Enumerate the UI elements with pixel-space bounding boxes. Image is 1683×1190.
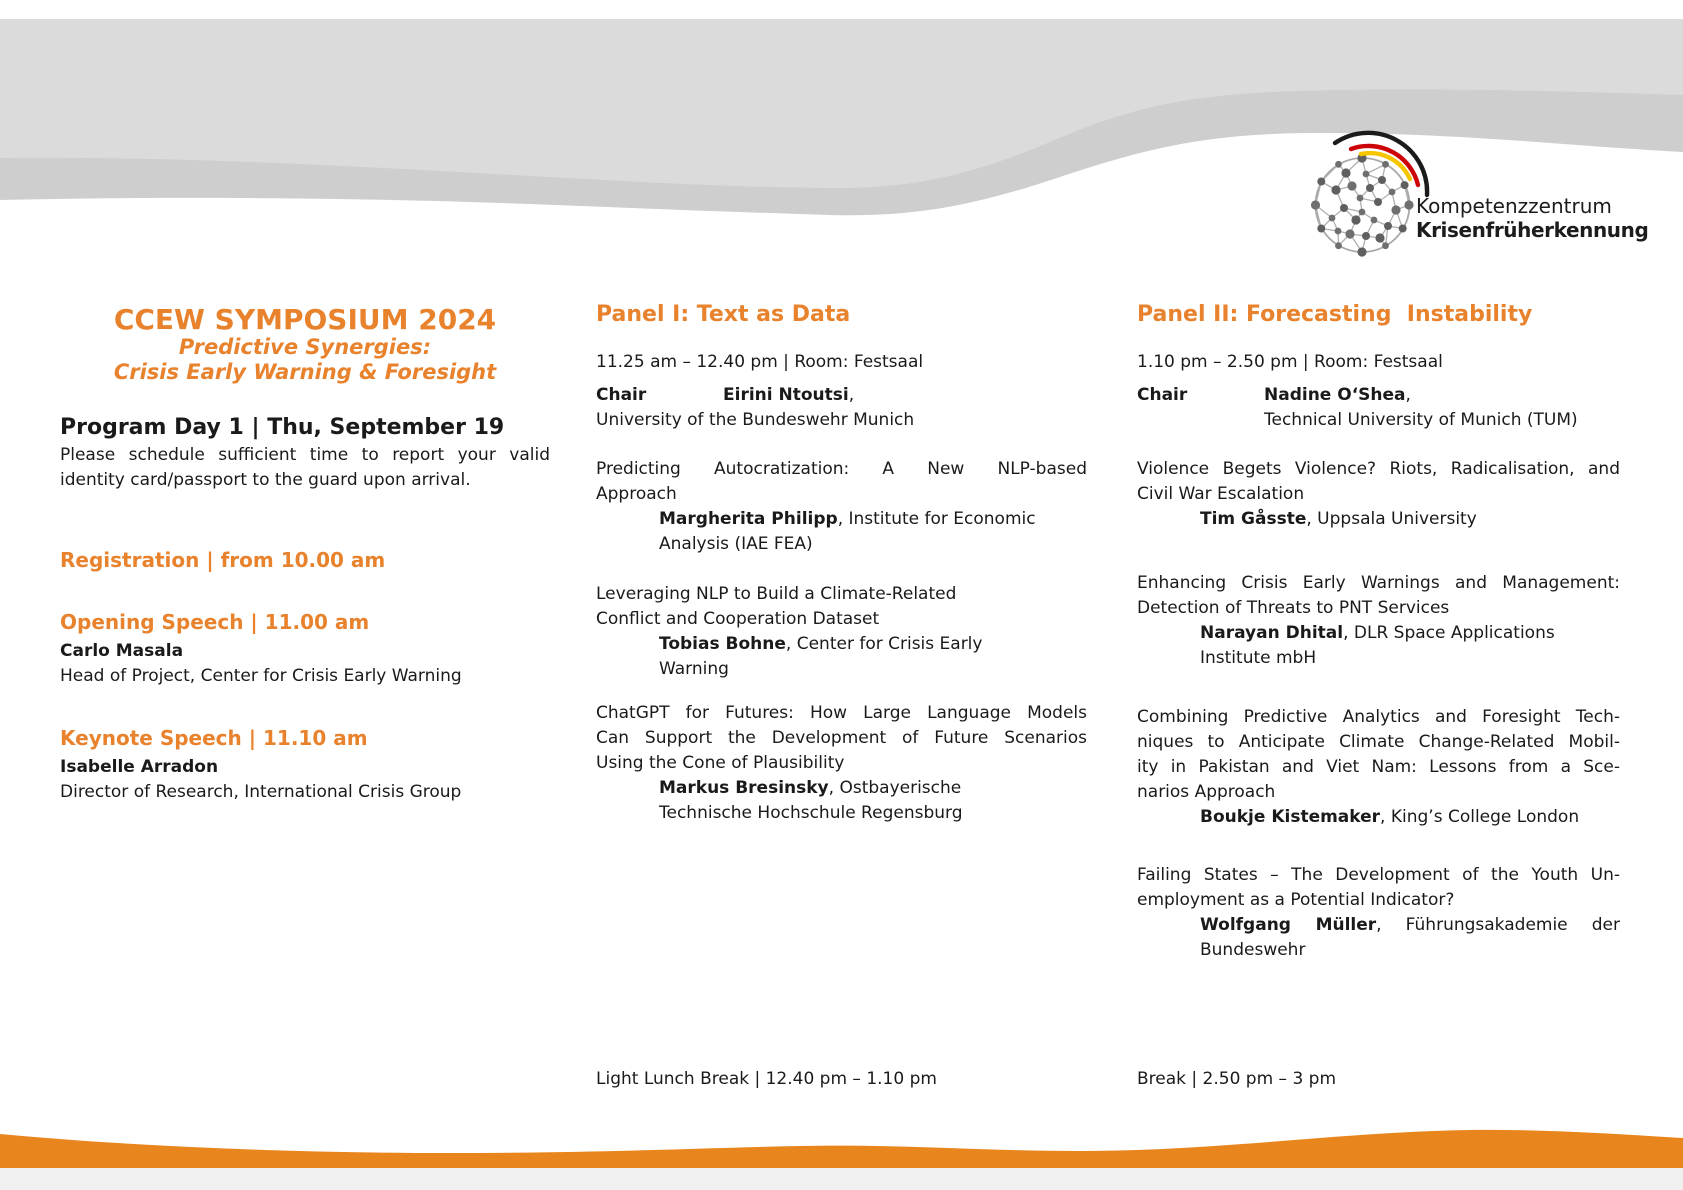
talk-title-line: narios Approach <box>1137 782 1276 802</box>
talk-speaker-block <box>1200 913 1620 963</box>
panel-title: Panel I: Text as Data <box>596 302 851 327</box>
logo-line-1: Kompetenzzentrum <box>1416 194 1612 218</box>
talk-title-line: niques to Anticipate Climate Change-Related Mobil- <box>1137 732 1620 752</box>
symposium-subtitle-line-2: Crisis Early Warning & Foresight <box>113 360 497 384</box>
speaker-affiliation: , Institute for Economic <box>837 509 1036 529</box>
talk-title-line: Enhancing Crisis Early Warnings and Management: <box>1137 573 1620 593</box>
panel-title: Panel II: Forecasting Instability <box>1137 302 1533 327</box>
speaker-affiliation: , Führungsakademie der <box>1376 915 1620 935</box>
event-heading: Opening Speech | 11.00 am <box>60 610 370 634</box>
talk-entry <box>1137 457 1620 532</box>
ccew-logo <box>1308 128 1653 268</box>
chair-row <box>1137 383 1620 433</box>
talk-entry <box>1137 571 1620 671</box>
event-speaker-role: Head of Project, Center for Crisis Early Warning <box>60 666 462 686</box>
speaker-affiliation-line: Warning <box>659 659 729 679</box>
speaker-affiliation-line: Analysis (IAE FEA) <box>659 534 813 554</box>
chair-name-line <box>723 383 854 408</box>
speaker-name: Markus Bresinsky <box>659 778 829 798</box>
talk-entry <box>596 701 1087 826</box>
event-speaker-role: Director of Research, International Crisis Group <box>60 782 462 802</box>
arrival-note-line-1: Please schedule sufficient time to report your valid <box>60 445 550 465</box>
speaker-affiliation-line: Technische Hochschule Regensburg <box>659 803 963 823</box>
talk-entry <box>596 582 1087 682</box>
talk-title-line: Leveraging NLP to Build a Climate-Related <box>596 584 957 604</box>
speaker-affiliation: , King’s College London <box>1380 807 1580 827</box>
talk-speaker-block <box>1200 507 1620 532</box>
talk-entry <box>1137 863 1620 963</box>
page-bottom-strip <box>0 1168 1683 1190</box>
logo-line-2: Krisenfrüherkennung <box>1416 218 1649 242</box>
chair-name-line <box>1264 383 1578 408</box>
talk-title-line: Using the Cone of Plausibility <box>596 753 845 773</box>
afternoon-break-label: Break | 2.50 pm – 3 pm <box>1137 1069 1337 1089</box>
chair-label: Chair <box>1137 385 1188 405</box>
speaker-name: Wolfgang Müller <box>1200 915 1377 935</box>
talk-speaker-line <box>1200 621 1620 646</box>
talk-title-line: Violence Begets Violence? Riots, Radicalisation, and <box>1137 459 1620 479</box>
talk-title-line: Failing States – The Development of the Youth Un- <box>1137 865 1620 885</box>
chair-name-suffix: , <box>1405 385 1411 405</box>
talk-title-line: Civil War Escalation <box>1137 484 1305 504</box>
speaker-affiliation-line: Bundeswehr <box>1200 940 1306 960</box>
talk-speaker-block <box>1200 805 1620 830</box>
talk-title-line: employment as a Potential Indicator? <box>1137 890 1455 910</box>
program-event <box>60 726 550 805</box>
talk-title-line: ity in Pakistan and Viet Nam: Lessons from a Sce- <box>1137 757 1620 777</box>
chair-label: Chair <box>596 385 647 405</box>
speaker-name: Margherita Philipp <box>659 509 838 529</box>
panel-time-room: 1.10 pm – 2.50 pm | Room: Festsaal <box>1137 352 1443 372</box>
talk-title-line: ChatGPT for Futures: How Large Language Models <box>596 703 1087 723</box>
speaker-affiliation: , Center for Crisis Early <box>785 634 983 654</box>
talk-speaker-block <box>659 632 1087 682</box>
talk-speaker-line <box>1200 913 1620 938</box>
day-events <box>60 548 550 805</box>
speaker-name: Boukje Kistemaker <box>1200 807 1381 827</box>
event-heading: Registration | from 10.00 am <box>60 548 386 572</box>
chair-info <box>1264 383 1578 433</box>
talk-title-line: Conflict and Cooperation Dataset <box>596 609 880 629</box>
program-event <box>60 610 550 689</box>
event-speaker-name: Carlo Masala <box>60 641 184 661</box>
arrival-note-line-2: identity card/passport to the guard upon arrival. <box>60 470 471 490</box>
speaker-name: Narayan Dhital <box>1200 623 1344 643</box>
speaker-affiliation: , Uppsala University <box>1306 509 1477 529</box>
lunch-break-label: Light Lunch Break | 12.40 pm – 1.10 pm <box>596 1069 937 1089</box>
talk-speaker-block <box>659 507 1087 557</box>
speaker-affiliation-line: Institute mbH <box>1200 648 1317 668</box>
program-day-heading: Program Day 1 | Thu, September 19 <box>60 415 505 440</box>
chair-name-suffix: , <box>848 385 855 405</box>
talk-title-line: Detection of Threats to PNT Services <box>1137 598 1450 618</box>
panel-1-column <box>596 302 1087 826</box>
intro-column <box>60 305 550 805</box>
speaker-name: Tim Gåsste <box>1200 509 1307 529</box>
chair-affiliation-line: Technical University of Munich (TUM) <box>1264 410 1578 430</box>
chair-name: Eirini Ntoutsi <box>723 385 849 405</box>
event-speaker-name: Isabelle Arradon <box>60 757 219 777</box>
chair-info <box>723 383 854 408</box>
talk-speaker-line <box>1200 805 1620 830</box>
talk-speaker-block <box>1200 621 1620 671</box>
talk-title-line: Can Support the Development of Future Scenarios <box>596 728 1087 748</box>
speaker-affiliation: , DLR Space Applications <box>1343 623 1555 643</box>
speaker-name: Tobias Bohne <box>659 634 786 654</box>
event-heading: Keynote Speech | 11.10 am <box>60 726 368 750</box>
talk-entry <box>1137 705 1620 830</box>
talk-speaker-line <box>1200 507 1620 532</box>
footer-wave <box>0 1120 1683 1170</box>
arrival-note <box>60 443 550 493</box>
talk-speaker-line <box>659 632 1087 657</box>
symposium-subtitle-line-1: Predictive Synergies: <box>178 335 432 359</box>
talk-title-line: Combining Predictive Analytics and Foresight Tech- <box>1137 707 1620 727</box>
talk-speaker-line <box>659 776 1087 801</box>
chair-affiliation-line: University of the Bundeswehr Munich <box>596 410 915 430</box>
talk-entry <box>596 457 1087 557</box>
chair-row <box>596 383 1087 408</box>
logo-wordmark <box>1416 194 1648 242</box>
speaker-affiliation: , Ostbayerische <box>828 778 962 798</box>
talk-speaker-line <box>659 507 1087 532</box>
panel-time-room: 11.25 am – 12.40 pm | Room: Festsaal <box>596 352 924 372</box>
talk-speaker-block <box>659 776 1087 826</box>
talk-title-line: Approach <box>596 484 677 504</box>
program-event <box>60 548 550 573</box>
chair-name: Nadine O‘Shea <box>1264 385 1406 405</box>
talk-title-line: Predicting Autocratization: A New NLP-based <box>596 459 1087 479</box>
panel-2-column <box>1137 302 1620 963</box>
symposium-title: CCEW SYMPOSIUM 2024 <box>113 303 497 336</box>
